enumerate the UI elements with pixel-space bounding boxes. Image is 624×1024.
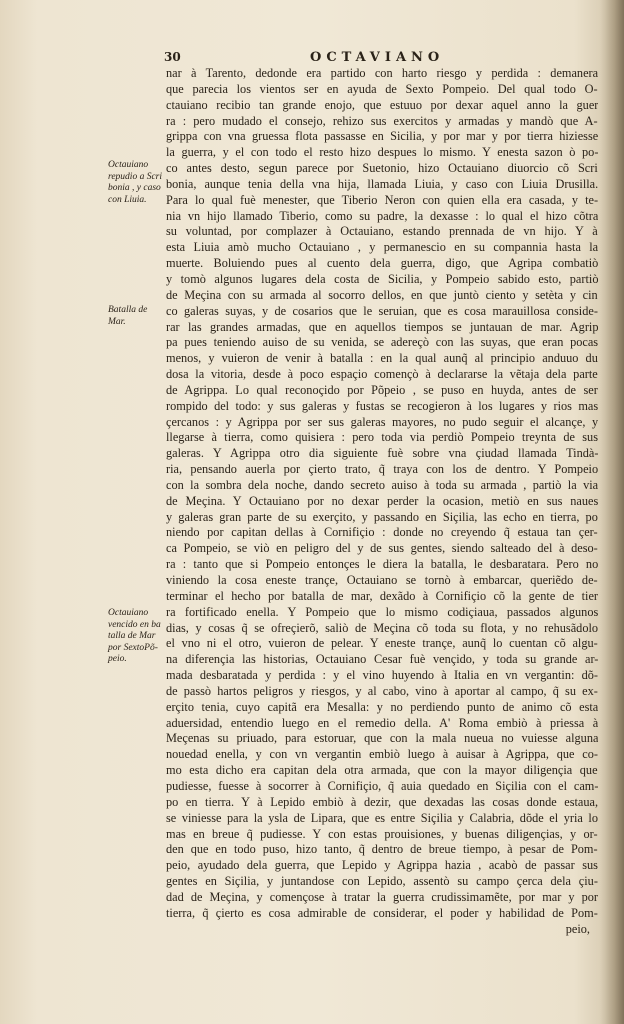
text-line: su voluntad, por complazer à Octauiano, estando prennada de vn hijo. Y à [166, 224, 598, 239]
text-line: aduersidad, entendio luego en el remedio della. A' Roma embiò à priessa à [166, 715, 598, 730]
text-line: peio, [565, 921, 590, 936]
text-line: çercanos : y Agrippa por ser sus galeras mayores, no pudo seguir el alcançe, y [166, 414, 598, 429]
text-line: ca Pompeio, se viò en peligro del y de sus gentes, siendo salteado del à deso- [166, 541, 598, 556]
running-title: OCTAVIANO [310, 50, 445, 65]
marginal-line: Mar. [108, 316, 126, 327]
text-line: el vno ni el otro, vuieron de pelear. Y eneste trançe, aunq̃ lo cuentan cõ algu- [166, 636, 598, 651]
text-line: la guerra, y el con todo el resto hizo despues lo mismo. Y enesta sazon ò po- [166, 145, 598, 160]
text-line: erçito tenia, cuyo capitã era Mesalla: y no perdiendo punto de animo cõ esta [166, 699, 598, 714]
marginal-note-sea-battle [108, 305, 164, 328]
text-line: Meçenas su priuado, para estoruar, que con la mala nueua no vuiesse alguna [166, 731, 598, 746]
text-line: bonia, aunque tenia della vna hija, llamada Liuia, y caso con Liuia Drusilla. [166, 176, 598, 191]
text-line: mas en breue q̃ pudiesse. Y con estas prouisiones, y buenas diligençias, y or- [166, 826, 598, 841]
marginal-line: con Liuia. [108, 194, 147, 205]
text-line: co galeras suyas, y de cosarios que le seruian, que es cosa marauillosa conside- [166, 303, 598, 318]
text-line: peio, ayudado dela guerra, que Lepido y Agrippa hazia , acabò de passar sus [166, 858, 598, 873]
marginal-line: Octauiano [108, 160, 149, 170]
text-line: esta Liuia amò mucho Octauiano , y permanescio en su compannia hasta la [166, 240, 598, 255]
text-line: terminar el hecho por batalla de mar, dexãdo à Cornifiçio cõ la gente de tier [166, 588, 598, 603]
text-line: pudiesse, fuesse à socorrer à Cornifiçio, q̃ auia quedado en Siçilia con el cam- [166, 778, 598, 793]
text-line: muerte. Boluiendo pues al cuento dela guerra, digo, que Agripa combatiò [166, 256, 598, 271]
text-line: que parecia los vientos ser en ayuda de Sexto Pompeio. Del qual todo O- [166, 81, 598, 96]
text-line: y tomò algunos lugares dela costa de Sicilia, y Pompeio sabido esto, partiò [166, 271, 598, 286]
text-line: ria, pensando auerla por çierto trato, q̃ traya con los de dentro. Y Pompeio [166, 462, 598, 477]
text-line: dosa la vitoria, desde à poco espaçio començò à declararse la vẽtaja dela parte [166, 367, 598, 382]
marginal-note-divorce [108, 160, 164, 206]
folio-number: 30 [164, 50, 181, 64]
marginal-line: repudio a Scri [108, 171, 163, 182]
text-line: nar à Tarento, dedonde era partido con harto riesgo y perdida : demanera [166, 66, 598, 80]
text-line: grippa con vna gruessa flota passasse en Sicilia, y por mar y por tierra hiziesse [166, 129, 598, 144]
text-line: con la sombra dela noche, dando secreto auiso à toda su armada , partiò la via [166, 477, 598, 492]
text-line: rompido del todo: y sus galeras y fustas se recogieron à los lugares y rios mas [166, 398, 598, 413]
text-line: rar las grandes armadas, que en aquellos tiempos se juntauan de mar. Agrip [166, 319, 598, 334]
body-text-column [166, 66, 598, 937]
text-line: Para lo qual fuè menester, que Tiberio Neron con quien ella era casada, y te- [166, 192, 598, 207]
marginal-line: por SextoPõ- [108, 642, 158, 653]
text-line: pa pues teniendo auiso de su venida, se adereçò con las suyas, que eran pocas [166, 335, 598, 350]
text-line: de Agrippa. Lo qual reconoçido por Põpeio , se puso en huyda, antes de ser [166, 382, 598, 397]
text-line: menos, y vuieron de venir à batalla : en la qual aunq̃ al principio anduuo du [166, 351, 598, 366]
text-line: niendo por capitan dellas à Cornifiçio : donde no creyendo q̃ estaua tan çer- [166, 525, 598, 540]
text-line: gentes en Siçilia, y juntandose con Lepido, assentò su campo çerca dela çiu- [166, 874, 598, 889]
text-line: dad de Meçina, y començose à tratar la guerra crudissimamẽte, por mar y por [166, 889, 598, 904]
marginal-line: Octauiano [108, 608, 149, 618]
marginal-line: talla de Mar [108, 631, 156, 641]
marginal-line: peio. [108, 654, 127, 664]
text-line: ra fortificado enella. Y Pompeio que lo mismo codiçiaua, passados algunos [166, 604, 598, 619]
text-line: galeras. Y Agrippa otro dia siguiente fuè sobre vna çiudad llamada Tindà- [166, 446, 598, 461]
text-line: tierra, q̃ çierto es cosa admirable de considerar, el poder y habilidad de Pom- [166, 905, 598, 920]
text-line: ctauiano recibio tan grande enojo, que estuuo por dexar aquel anno la guer [166, 97, 598, 112]
text-line: mada desbaratada y perdida : y el vino huyendo à Italia en vn vergantin: dõ- [166, 668, 598, 683]
text-line: po en tierra. Y à Lepido embiò à dezir, que dexadas las cosas donde estaua, [166, 794, 598, 809]
text-line: de passò hartos peligros y riesgos, y al cabo, vino à aportar al campo, q̃ su ex- [166, 683, 598, 698]
text-line: ra : pero mudado el consejo, rehizo sus exercitos y armadas y mandò que A- [166, 113, 598, 128]
text-line: dias, y cosas q̃ se ofreçierõ, saliò de Meçina cõ toda su flota, y no rehusãdolo [166, 620, 598, 635]
text-line: na diferençia las historias, Octauiano Cesar fuè vençido, y toda su grande ar- [166, 652, 598, 667]
text-line: nia vn hijo llamado Tiberio, como su padre, la dexasse : lo qual el hizo cõtra [166, 208, 598, 223]
text-line: mo esta dicho era capitan dela otra armada, que con la mayor diligençia que [166, 763, 598, 778]
text-line: de Meçina con su armada al socorro dellos, en que juntò ciento y setèta y cin [166, 287, 598, 302]
text-line: den que en todo puso, hizo tanto, q̃ dentro de breue tiempo, à pesar de Pom- [166, 842, 598, 857]
text-line: ra : tanto que si Pompeio entonçes le diera la batalla, le desbaratara. Pero no [166, 557, 598, 572]
text-line: se viniesse para la ysla de Lipara, que es entre Siçilia y Calabria, dõde el yria lo [166, 810, 598, 825]
page-fold-shadow [600, 0, 624, 1024]
text-line: viniendo la cosa eneste trançe, Octauiano se tornò à embarcar, queriẽdo de- [166, 573, 598, 587]
marginal-line: vencido en ba [108, 619, 161, 630]
text-line: y galeras gran parte de su exerçito, y passando en Siçilia, las echo en tierra, po [166, 509, 598, 524]
marginal-line: bonia , y caso [108, 183, 161, 193]
marginal-note-defeat [108, 608, 164, 666]
marginal-line: Batalla de [108, 305, 148, 315]
text-line: co antes desto, segun parece por Suetonio, hizo Octauiano diuorcio cõ Scri [166, 161, 598, 176]
text-line: llegarse à tierra, como quisiera : pero toda via perdiò Pompeio treynta de sus [166, 430, 598, 445]
text-line: de Meçina. Y Octauiano por no dexar perder la ocasion, metiò en sus naues [166, 493, 598, 508]
text-line: nouedad enella, y con vn vergantin embiò luego à auisar à Agrippa, que co- [166, 747, 598, 762]
